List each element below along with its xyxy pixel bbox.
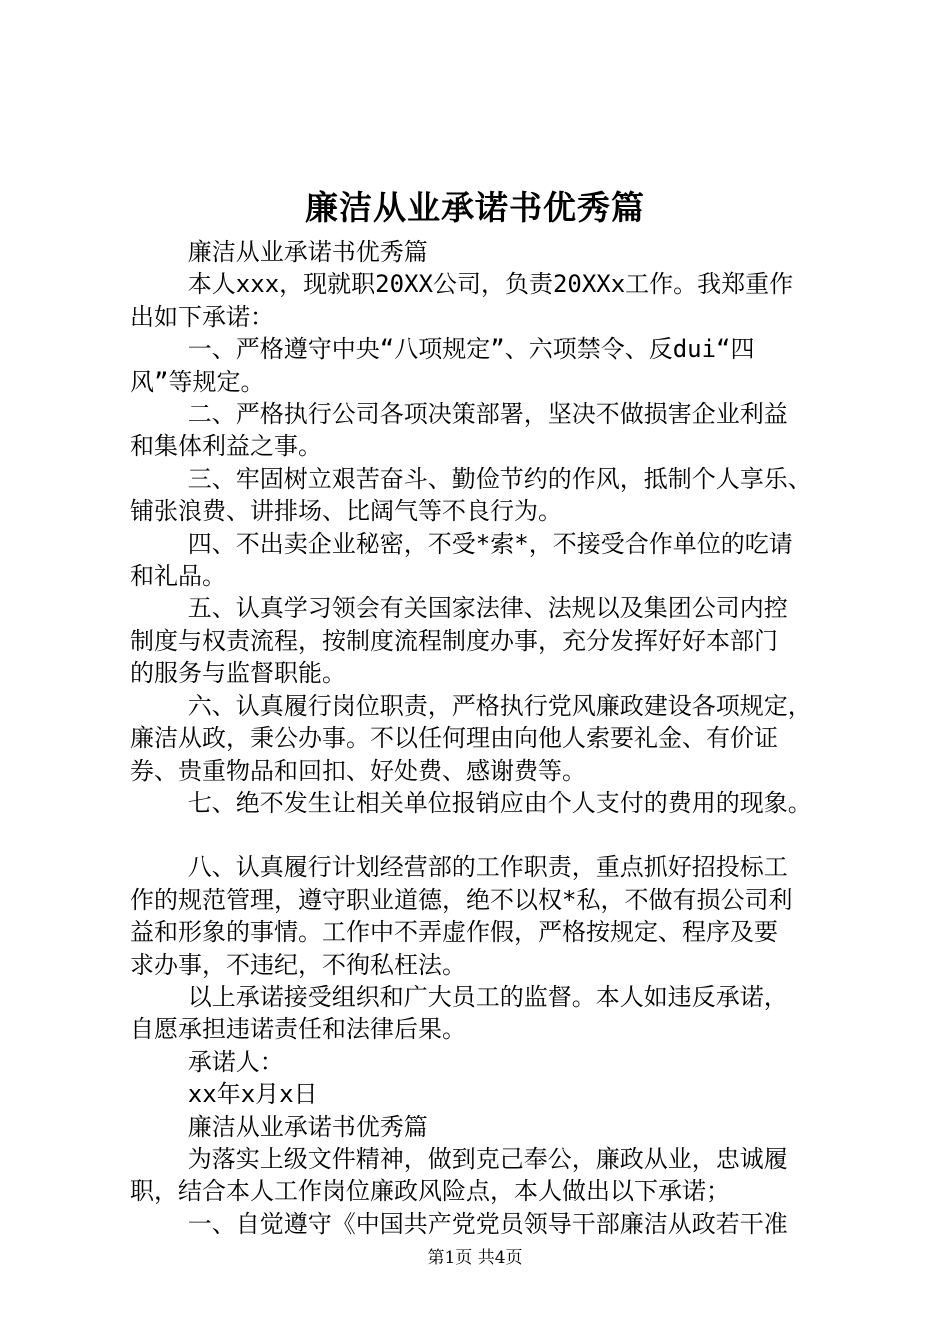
paragraph-line: 一、严格遵守中央“八项规定”、六项禁令、反dui“四 — [130, 335, 755, 364]
paragraph-line: 八、认真履行计划经营部的工作职责，重点抓好招投标工 — [130, 853, 788, 882]
paragraph-line: 和礼品。 — [130, 562, 226, 591]
page-number: 第1页 共4页 — [427, 1248, 523, 1268]
paragraph-line: 二、严格执行公司各项决策部署，坚决不做损害企业利益 — [130, 400, 788, 429]
paragraph-line: 出如下承诺： — [130, 302, 274, 331]
paragraph-line: 四、不出卖企业秘密，不受*索*，不接受合作单位的吃请 — [130, 529, 793, 558]
paragraph-line: 职，结合本人工作岗位廉政风险点，本人做出以下承诺； — [130, 1177, 730, 1206]
paragraph-line: 铺张浪费、讲排场、比阔气等不良行为。 — [130, 497, 562, 526]
paragraph-line: 和集体利益之事。 — [130, 432, 322, 461]
section-heading: 廉洁从业承诺书优秀篇 — [130, 1112, 428, 1141]
paragraph-line: 廉洁从政，秉公办事。不以任何理由向他人索要礼金、有价证 — [130, 724, 778, 753]
paragraph-line: 益和形象的事情。工作中不弄虚作假，严格按规定、程序及要 — [130, 918, 778, 947]
paragraph-line: 三、牢固树立艰苦奋斗、勤俭节约的作风，抵制个人享乐、 — [130, 464, 812, 493]
date-line: xx年x月x日 — [130, 1080, 318, 1109]
paragraph-line: 七、绝不发生让相关单位报销应由个人支付的费用的现象。 — [130, 788, 812, 817]
paragraph-line: 六、认真履行岗位职责，严格执行党风廉政建设各项规定， — [130, 691, 812, 720]
paragraph-line: 一、自觉遵守《中国共产党党员领导干部廉洁从政若干准 — [130, 1209, 788, 1238]
paragraph-line: 的服务与监督职能。 — [130, 659, 346, 688]
paragraph-line: 以上承诺接受组织和广大员工的监督。本人如违反承诺， — [130, 982, 788, 1011]
paragraph-line: 风”等规定。 — [130, 367, 265, 396]
paragraph-line: 券、贵重物品和回扣、好处费、感谢费等。 — [130, 756, 586, 785]
paragraph-line: 自愿承担违诺责任和法律后果。 — [130, 1015, 466, 1044]
signer-line: 承诺人： — [130, 1047, 284, 1076]
paragraph-line: 本人xxx，现就职20XX公司，负责20XXx工作。我郑重作 — [130, 270, 794, 299]
document-body — [130, 236, 842, 1240]
paragraph-line: 求办事，不违纪，不徇私枉法。 — [130, 950, 466, 979]
document-title: 廉洁从业承诺书优秀篇 — [305, 188, 645, 227]
paragraph-line: 廉洁从业承诺书优秀篇 — [130, 238, 428, 266]
paragraph-line: 为落实上级文件精神，做到克己奉公，廉政从业，忠诚履 — [130, 1144, 788, 1173]
paragraph-line: 五、认真学习领会有关国家法律、法规以及集团公司内控 — [130, 594, 788, 623]
blank-line — [130, 819, 842, 851]
paragraph-line: 制度与权责流程，按制度流程制度办事，充分发挥好好本部门 — [130, 626, 778, 655]
paragraph-line: 作的规范管理，遵守职业道德，绝不以权*私，不做有损公司利 — [130, 885, 793, 914]
